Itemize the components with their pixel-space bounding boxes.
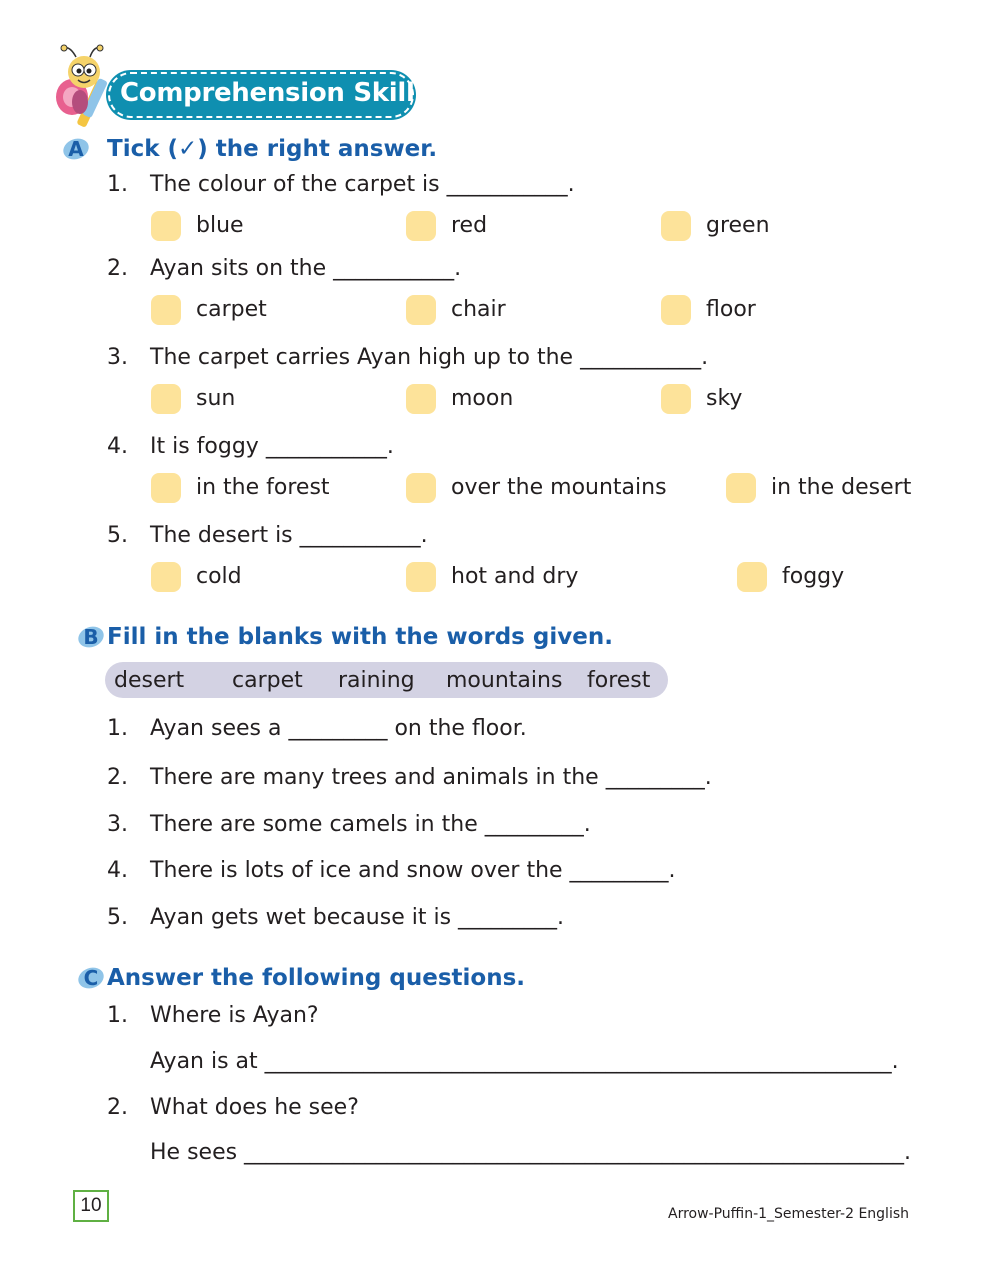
tick-box[interactable] [406, 562, 436, 592]
tick-box[interactable] [661, 295, 691, 325]
option-label: over the mountains [451, 475, 667, 500]
tick-box[interactable] [151, 473, 181, 503]
sentence-number: 3. [107, 812, 128, 837]
tick-box[interactable] [737, 562, 767, 592]
page-title: Comprehension Skills [120, 78, 430, 108]
section-a-badge-icon [62, 134, 90, 162]
fill-sentence: Ayan gets wet because it is _________. [150, 905, 565, 930]
option-label: green [706, 213, 770, 238]
option-label: chair [451, 297, 506, 322]
section-a-title: Tick (✓) the right answer. [107, 136, 438, 162]
option-label: hot and dry [451, 564, 579, 589]
tick-box[interactable] [151, 295, 181, 325]
option-label: sky [706, 386, 743, 411]
tick-box[interactable] [406, 295, 436, 325]
question-number: 2. [107, 256, 128, 281]
book-footer: Arrow-Puffin-1_Semester-2 English [668, 1206, 910, 1222]
tick-box[interactable] [151, 562, 181, 592]
question-text: It is foggy ___________. [150, 434, 394, 459]
section-b-letter: B [83, 625, 99, 649]
tick-box[interactable] [726, 473, 756, 503]
question-number: 3. [107, 345, 128, 370]
sentence-number: 1. [107, 716, 128, 741]
tick-box[interactable] [406, 384, 436, 414]
tick-box[interactable] [406, 211, 436, 241]
bee-mascot-icon [50, 42, 125, 132]
question-text: The desert is ___________. [150, 523, 428, 548]
option-label: cold [196, 564, 242, 589]
tick-box[interactable] [151, 211, 181, 241]
section-c-title: Answer the following questions. [107, 965, 525, 991]
fill-sentence: There are many trees and animals in the _________. [150, 765, 712, 790]
fill-sentence: Ayan sees a _________ on the floor. [150, 716, 527, 741]
word-bank-item: forest [587, 668, 651, 693]
section-c-badge-icon [77, 963, 105, 991]
option-label: blue [196, 213, 244, 238]
fill-sentence: There are some camels in the _________. [150, 812, 591, 837]
tick-box[interactable] [151, 384, 181, 414]
sentence-number: 4. [107, 858, 128, 883]
word-bank-item: mountains [446, 668, 563, 693]
sentence-number: 2. [107, 765, 128, 790]
question-text: Where is Ayan? [150, 1003, 319, 1028]
tick-box[interactable] [661, 211, 691, 241]
option-label: in the desert [771, 475, 912, 500]
section-a-letter: A [68, 137, 84, 161]
section-c-letter: C [83, 966, 99, 990]
question-number: 5. [107, 523, 128, 548]
question-text: Ayan sits on the ___________. [150, 256, 462, 281]
section-b-badge-icon [77, 622, 105, 650]
question-number: 2. [107, 1095, 128, 1120]
question-text: What does he see? [150, 1095, 359, 1120]
option-label: floor [706, 297, 756, 322]
question-text: The carpet carries Ayan high up to the ___________. [150, 345, 709, 370]
tick-box[interactable] [406, 473, 436, 503]
question-number: 1. [107, 172, 128, 197]
option-label: sun [196, 386, 236, 411]
question-text: The colour of the carpet is ___________. [150, 172, 575, 197]
word-bank-item: raining [338, 668, 415, 693]
option-label: carpet [196, 297, 267, 322]
option-label: moon [451, 386, 514, 411]
fill-sentence: There is lots of ice and snow over the _________. [150, 858, 676, 883]
sentence-number: 5. [107, 905, 128, 930]
section-b-title: Fill in the blanks with the words given. [107, 624, 613, 650]
word-bank-item: carpet [232, 668, 303, 693]
answer-line[interactable]: He sees ____________________________________________________________. [150, 1140, 912, 1165]
page-number: 10 [73, 1190, 109, 1222]
option-label: foggy [782, 564, 845, 589]
option-label: in the forest [196, 475, 330, 500]
question-number: 4. [107, 434, 128, 459]
question-number: 1. [107, 1003, 128, 1028]
answer-line[interactable]: Ayan is at _________________________________________________________. [150, 1049, 899, 1074]
word-bank-item: desert [114, 668, 185, 693]
option-label: red [451, 213, 488, 238]
tick-box[interactable] [661, 384, 691, 414]
